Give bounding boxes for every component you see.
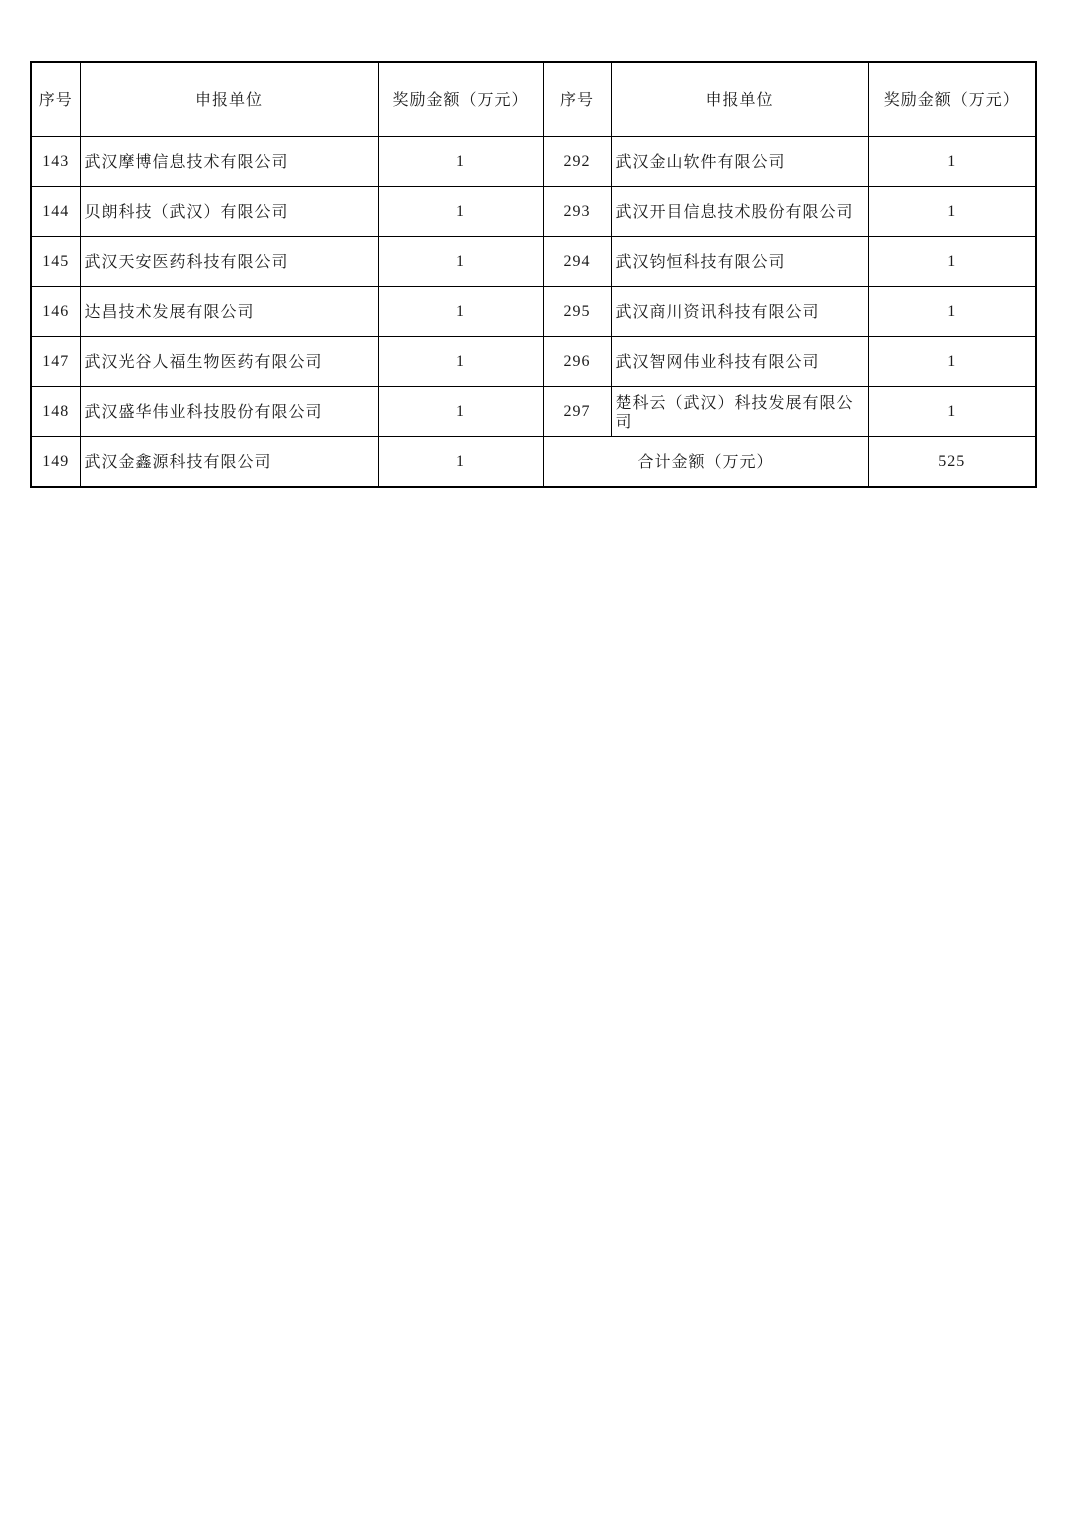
seq-left: 146 — [31, 287, 80, 337]
header-seq-left: 序号 — [31, 62, 80, 137]
total-label: 合计金额（万元） — [543, 437, 868, 488]
total-row — [31, 437, 1036, 488]
amount-right: 1 — [868, 187, 1036, 237]
amount-left: 1 — [378, 187, 543, 237]
table-row — [31, 137, 1036, 187]
seq-right: 292 — [543, 137, 611, 187]
unit-right: 楚科云（武汉）科技发展有限公司 — [611, 387, 868, 437]
seq-right: 294 — [543, 237, 611, 287]
amount-right: 1 — [868, 237, 1036, 287]
total-value: 525 — [868, 437, 1036, 488]
amount-right: 1 — [868, 387, 1036, 437]
amount-left: 1 — [378, 387, 543, 437]
seq-left: 148 — [31, 387, 80, 437]
table-row — [31, 287, 1036, 337]
header-unit-left: 申报单位 — [80, 62, 378, 137]
unit-right: 武汉商川资讯科技有限公司 — [611, 287, 868, 337]
award-table — [30, 61, 1037, 488]
unit-left: 武汉光谷人福生物医药有限公司 — [80, 337, 378, 387]
unit-left: 武汉摩博信息技术有限公司 — [80, 137, 378, 187]
seq-left: 145 — [31, 237, 80, 287]
seq-right: 296 — [543, 337, 611, 387]
amount-right: 1 — [868, 337, 1036, 387]
seq-right: 293 — [543, 187, 611, 237]
header-unit-right: 申报单位 — [611, 62, 868, 137]
header-amount-right: 奖励金额（万元） — [868, 62, 1036, 137]
seq-left: 149 — [31, 437, 80, 488]
amount-left: 1 — [378, 137, 543, 187]
amount-left: 1 — [378, 237, 543, 287]
amount-left: 1 — [378, 437, 543, 488]
table-row — [31, 237, 1036, 287]
amount-left: 1 — [378, 287, 543, 337]
unit-left: 武汉天安医药科技有限公司 — [80, 237, 378, 287]
seq-left: 144 — [31, 187, 80, 237]
seq-left: 143 — [31, 137, 80, 187]
unit-left: 达昌技术发展有限公司 — [80, 287, 378, 337]
header-amount-left: 奖励金额（万元） — [378, 62, 543, 137]
seq-right: 297 — [543, 387, 611, 437]
amount-right: 1 — [868, 287, 1036, 337]
header-seq-right: 序号 — [543, 62, 611, 137]
unit-right: 武汉钧恒科技有限公司 — [611, 237, 868, 287]
unit-right: 武汉开目信息技术股份有限公司 — [611, 187, 868, 237]
unit-left: 贝朗科技（武汉）有限公司 — [80, 187, 378, 237]
seq-right: 295 — [543, 287, 611, 337]
table-row — [31, 387, 1036, 437]
unit-right: 武汉金山软件有限公司 — [611, 137, 868, 187]
header-row — [31, 62, 1036, 137]
unit-right: 武汉智网伟业科技有限公司 — [611, 337, 868, 387]
unit-left: 武汉金鑫源科技有限公司 — [80, 437, 378, 488]
table-row — [31, 187, 1036, 237]
table-row — [31, 337, 1036, 387]
seq-left: 147 — [31, 337, 80, 387]
amount-left: 1 — [378, 337, 543, 387]
amount-right: 1 — [868, 137, 1036, 187]
unit-left: 武汉盛华伟业科技股份有限公司 — [80, 387, 378, 437]
